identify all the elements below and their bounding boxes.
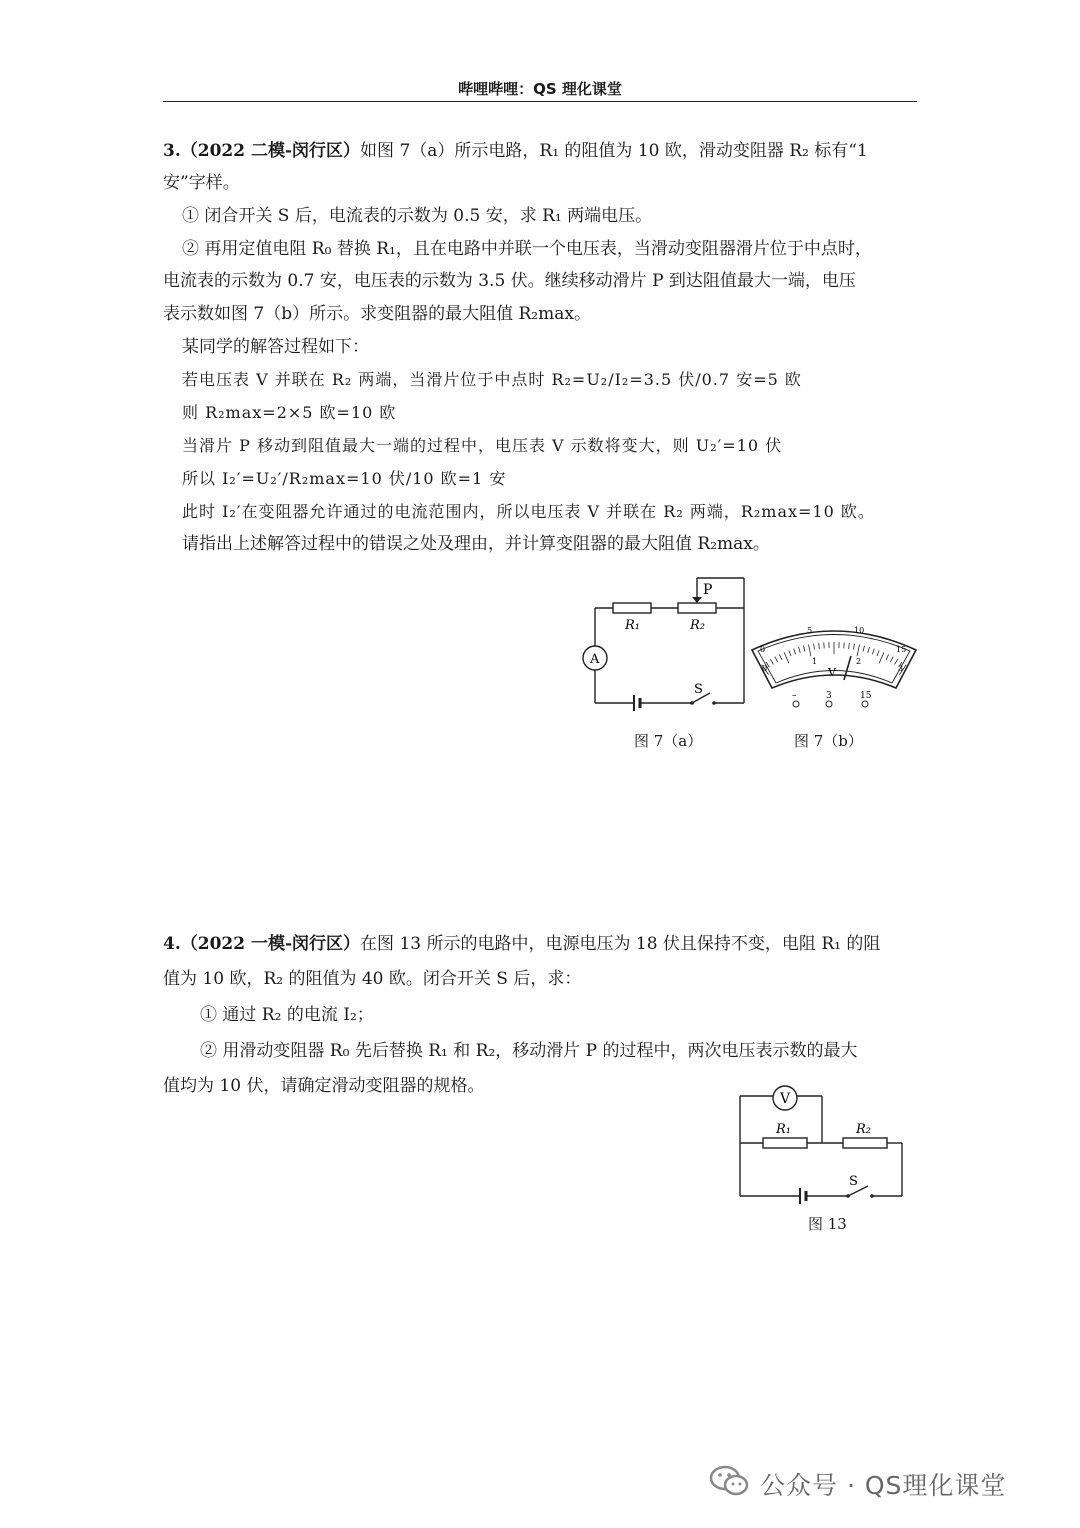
meter-tick xyxy=(849,643,850,649)
meter-tick xyxy=(804,646,805,652)
meter-top-15: 15 xyxy=(896,645,907,654)
q4-sub2a: ② 用滑动变阻器 R₀ 先后替换 R₁ 和 R₂，移动滑片 P 的过程中，两次电压表示数的最大 xyxy=(200,1041,858,1061)
q3-sub1: ① 闭合开关 S 后，电流表的示数为 0.5 安，求 R₁ 两端电压。 xyxy=(182,206,653,226)
q3-stem-2: 安”字样。 xyxy=(163,173,240,193)
terminal-15: 15 xyxy=(860,691,872,701)
terminal-3: 3 xyxy=(826,691,832,701)
q3-solution-3: 当滑片 P 移动到阻值最大一端的过程中，电压表 V 示数将变大，则 U₂′=10 伏 xyxy=(182,436,783,455)
header-rule xyxy=(163,101,917,102)
q3-ask: 请指出上述解答过程中的错误之处及理由，并计算变阻器的最大阻值 R₂max。 xyxy=(182,534,770,554)
q3-number: 3.（2022 二模-闵行区） xyxy=(163,141,361,161)
caption-fig7b: 图 7（b） xyxy=(794,732,863,750)
figure-7b-voltmeter xyxy=(748,618,920,710)
caption-fig7a: 图 7（a） xyxy=(634,732,703,750)
meter-bottom-1: 1 xyxy=(812,657,818,666)
slider-arrow xyxy=(692,597,702,603)
label-v: V xyxy=(780,1091,791,1107)
q4-number: 4.（2022 一模-闵行区） xyxy=(163,934,361,954)
resistor-r1 xyxy=(613,603,651,613)
meter-tick xyxy=(863,646,864,652)
label-s: S xyxy=(694,682,703,697)
q4-sub2b: 值均为 10 伏，请确定滑动变阻器的规格。 xyxy=(163,1076,485,1096)
figure-13-circuit xyxy=(730,1078,915,1208)
q4-sub1: ① 通过 R₂ 的电流 I₂； xyxy=(200,1005,374,1025)
meter-tick xyxy=(814,644,815,650)
meter-tick xyxy=(868,647,870,653)
meter-top-0: 0 xyxy=(760,645,766,654)
terminal-minus: – xyxy=(792,691,797,701)
meter-top-5: 5 xyxy=(807,626,813,635)
caption-fig13: 图 13 xyxy=(808,1215,847,1233)
label-r1-13: R₁ xyxy=(776,1122,791,1137)
q4-line1 xyxy=(163,933,923,955)
q3-intro: 某同学的解答过程如下： xyxy=(182,337,369,357)
meter-tick xyxy=(770,659,773,664)
meter-tick xyxy=(789,650,791,656)
meter-tick xyxy=(879,652,884,663)
label-r2-13: R₂ xyxy=(856,1122,871,1137)
q3-sub2b: 电流表的示数为 0.7 安，电压表的示数为 3.5 伏。继续移动滑片 P 到达阻值最大一端，电压 xyxy=(163,271,856,291)
figure-7a-circuit xyxy=(570,570,760,720)
watermark-text: 公众号 · QS理化课堂 xyxy=(760,1471,1007,1500)
meter-top-10: 10 xyxy=(854,626,865,635)
meter-tick xyxy=(799,647,801,653)
meter-bottom-0: 0 xyxy=(762,664,768,673)
meter-tick xyxy=(877,650,879,656)
label-a: A xyxy=(590,652,600,667)
resistor-r2 xyxy=(678,603,716,613)
meter-tick xyxy=(775,657,778,662)
meter-tick xyxy=(819,643,820,649)
page-header: 哔哩哔哩：QS 理化课堂 xyxy=(458,80,622,98)
q3-solution-2: 则 R₂max=2×5 欧=10 欧 xyxy=(182,403,397,422)
meter-tick xyxy=(857,645,859,657)
label-s-13: S xyxy=(849,1174,858,1189)
meter-v-label: V xyxy=(828,666,836,679)
q4-stem-1: 在图 13 所示的电路中，电源电压为 18 伏且保持不变，电阻 R₁ 的阻 xyxy=(360,934,881,954)
q3-solution-5: 此时 I₂′在变阻器允许通过的电流范围内，所以电压表 V 并联在 R₂ 两端，R₂max=10 欧。 xyxy=(182,502,875,521)
meter-tick xyxy=(784,652,789,663)
meter-tick xyxy=(886,654,889,659)
resistor-r2 xyxy=(843,1138,887,1148)
q3-sub2c: 表示数如图 7（b）所示。求变阻器的最大阻值 R₂max。 xyxy=(163,304,591,324)
q3-solution-1: 若电压表 V 并联在 R₂ 两端，当滑片位于中点时 R₂=U₂/I₂=3.5 伏/0.7 安=5 欧 xyxy=(182,370,802,389)
resistor-r1 xyxy=(763,1138,807,1148)
label-r1: R₁ xyxy=(625,618,640,633)
q4-stem-2: 值为 10 欧，R₂ 的阻值为 40 欧。闭合开关 S 后，求： xyxy=(163,969,582,989)
q3-line1 xyxy=(163,140,923,162)
meter-tick xyxy=(853,644,854,650)
meter-bottom-3: 3 xyxy=(898,664,904,673)
wechat-icon xyxy=(708,1463,752,1499)
meter-tick xyxy=(809,645,811,657)
label-r2: R₂ xyxy=(690,618,705,633)
q3-solution-4: 所以 I₂′=U₂′/R₂max=10 伏/10 欧=1 安 xyxy=(182,469,507,488)
meter-tick xyxy=(890,657,893,662)
q3-stem-1: 如图 7（a）所示电路，R₁ 的阻值为 10 欧，滑动变阻器 R₂ 标有“1 xyxy=(360,141,868,161)
meter-bottom-2: 2 xyxy=(856,657,862,666)
meter-tick xyxy=(779,654,782,659)
meter-tick xyxy=(794,649,796,655)
q3-sub2a: ② 再用定值电阻 R₀ 替换 R₁，且在电路中并联一个电压表，当滑动变阻器滑片位于中点时， xyxy=(182,239,872,259)
label-p: P xyxy=(703,582,713,598)
meter-tick xyxy=(872,649,874,655)
